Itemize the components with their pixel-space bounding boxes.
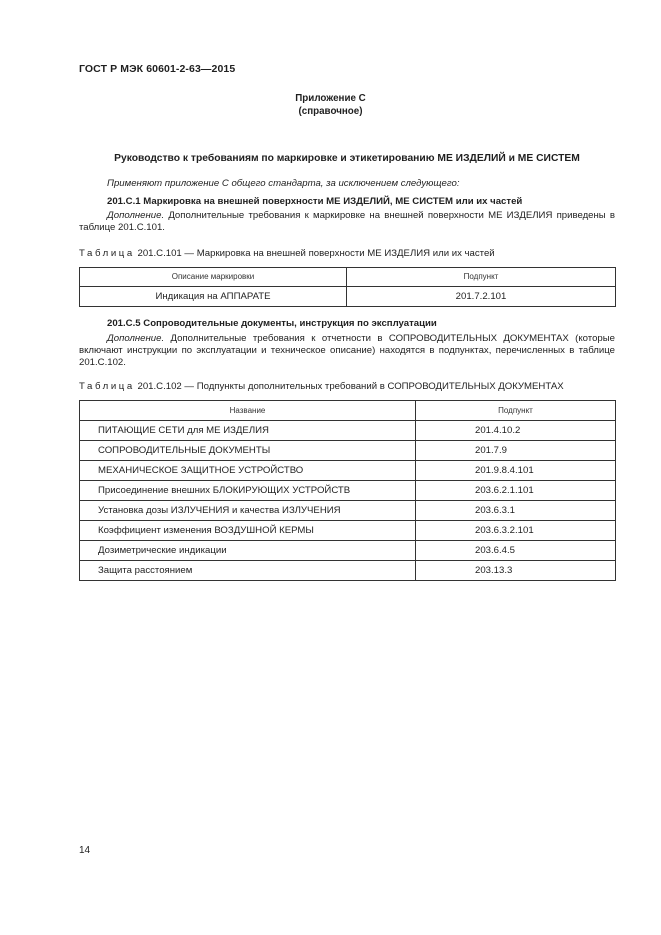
section-heading-201-c-5: 201.C.5 Сопроводительные документы, инструкция по эксплуатации <box>107 318 437 329</box>
cell-subclause: 201.7.2.101 <box>347 287 616 307</box>
appendix-title: Приложение C <box>295 93 366 104</box>
table-row <box>80 481 616 501</box>
cell-name: Коэффициент изменения ВОЗДУШНОЙ КЕРМЫ <box>80 521 416 541</box>
document-code: ГОСТ Р МЭК 60601-2-63—2015 <box>79 63 236 75</box>
page-number: 14 <box>79 845 91 856</box>
table-row <box>80 541 616 561</box>
table-row <box>80 461 616 481</box>
main-title: Руководство к требованиям по маркировке и этикетированию МЕ ИЗДЕЛИЙ и МЕ СИСТЕМ <box>114 153 580 164</box>
cell-name: Дозиметрические индикации <box>80 541 416 561</box>
table-201-c-101 <box>79 267 616 307</box>
table-201-c-102 <box>79 400 616 581</box>
addition-label: Дополнение. <box>107 210 165 221</box>
cell-name: ПИТАЮЩИЕ СЕТИ для МЕ ИЗДЕЛИЯ <box>80 421 416 441</box>
cell-subclause: 201.4.10.2 <box>416 421 616 441</box>
table-row <box>80 441 616 461</box>
table-header-row <box>80 401 616 421</box>
addition-label: Дополнение. <box>107 333 165 344</box>
column-header-subclause: Подпункт <box>347 268 616 287</box>
cell-subclause: 201.9.8.4.101 <box>416 461 616 481</box>
cell-subclause: 203.6.2.1.101 <box>416 481 616 501</box>
addition-text: Дополнительные требования к маркировке на внешней поверхности МЕ ИЗДЕЛИЯ приведены в таблице 201.C.101. <box>79 210 615 233</box>
table-1-caption-text: 201.C.101 — Маркировка на внешней поверхности МЕ ИЗДЕЛИЯ или их частей <box>134 248 495 259</box>
cell-name: СОПРОВОДИТЕЛЬНЫЕ ДОКУМЕНТЫ <box>80 441 416 461</box>
table-row <box>80 521 616 541</box>
cell-name: Установка дозы ИЗЛУЧЕНИЯ и качества ИЗЛУЧЕНИЯ <box>80 501 416 521</box>
column-header-subclause: Подпункт <box>416 401 616 421</box>
table-row <box>80 501 616 521</box>
intro-paragraph: Применяют приложение С общего стандарта, за исключением следующего: <box>107 178 460 189</box>
cell-subclause: 201.7.9 <box>416 441 616 461</box>
cell-subclause: 203.6.4.5 <box>416 541 616 561</box>
section-201-c-5-paragraph <box>79 333 615 369</box>
column-header-description: Описание маркировки <box>80 268 347 287</box>
table-row <box>80 287 616 307</box>
cell-description: Индикация на АППАРАТЕ <box>80 287 347 307</box>
column-header-name: Название <box>80 401 416 421</box>
cell-name: МЕХАНИЧЕСКОЕ ЗАЩИТНОЕ УСТРОЙСТВО <box>80 461 416 481</box>
table-2-caption <box>79 381 615 393</box>
table-row <box>80 561 616 581</box>
appendix-heading <box>0 92 661 118</box>
cell-name: Защита расстоянием <box>80 561 416 581</box>
addition-text: Дополнительные требования к отчетности в СОПРОВОДИТЕЛЬНЫХ ДОКУМЕНТАХ (которые включают инструкции по эксплуатации и техническое описание) находятся в подпунктах, перечисленных в таблице 201.C.102. <box>79 333 615 368</box>
appendix-subtitle: (справочное) <box>298 106 363 117</box>
table-2-caption-prefix: Таблица <box>79 381 135 392</box>
section-201-c-1-paragraph <box>79 210 615 234</box>
table-2-caption-text: 201.C.102 — Подпункты дополнительных требований в СОПРОВОДИТЕЛЬНЫХ ДОКУМЕНТАХ <box>134 381 564 392</box>
cell-subclause: 203.13.3 <box>416 561 616 581</box>
cell-subclause: 203.6.3.1 <box>416 501 616 521</box>
cell-subclause: 203.6.3.2.101 <box>416 521 616 541</box>
table-1-caption-prefix: Таблица <box>79 248 135 259</box>
table-header-row <box>80 268 616 287</box>
cell-name: Присоединение внешних БЛОКИРУЮЩИХ УСТРОЙСТВ <box>80 481 416 501</box>
table-row <box>80 421 616 441</box>
section-heading-201-c-1: 201.C.1 Маркировка на внешней поверхности МЕ ИЗДЕЛИЙ, МЕ СИСТЕМ или их частей <box>107 196 523 207</box>
table-1-caption <box>79 248 615 260</box>
